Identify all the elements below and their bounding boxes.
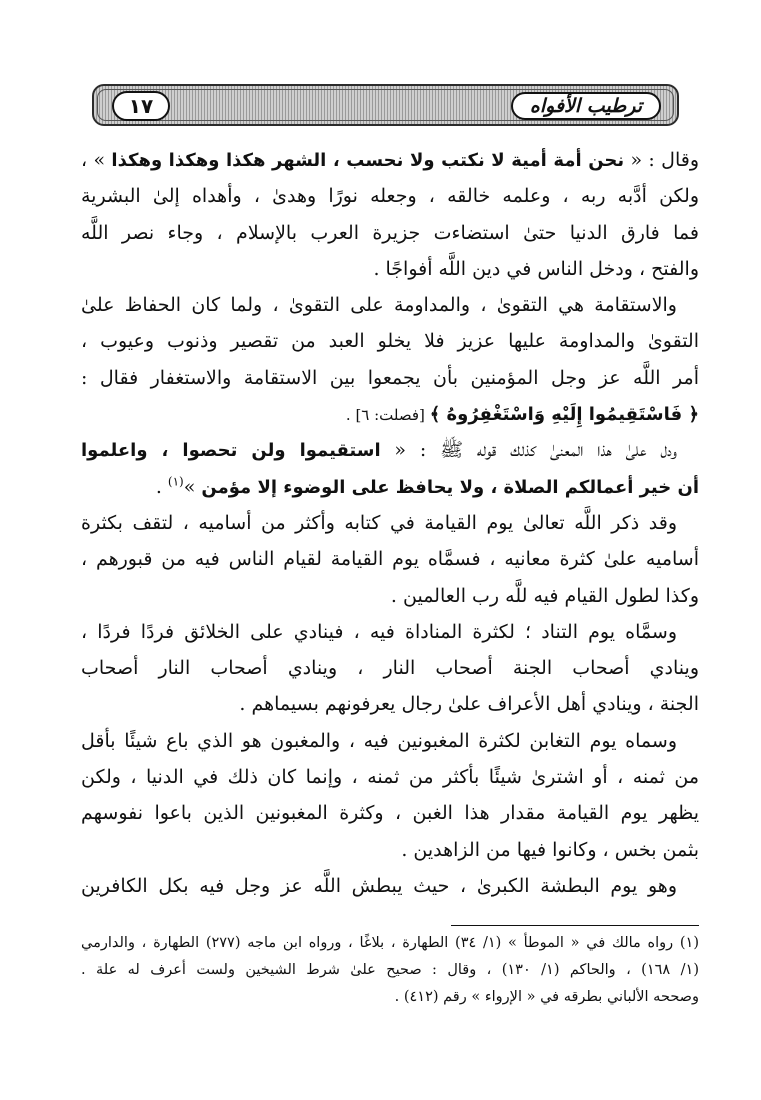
footnote-divider <box>451 925 699 926</box>
text-line: وقال : « نحن أمة أمية لا نكتب ولا نحسب ، الشهر هكذا وهكذا وهكذا » ، <box>81 149 699 171</box>
text-line: فما فارق الدنيا حتىٰ استضاءت جزيرة العرب بالإسلام ، وجاء نصر اللَّه <box>81 221 699 244</box>
main-text <box>81 142 699 904</box>
footnote-line: (١) رواه مالك في « الموطأ » (١/ ٣٤) الطهارة ، بلاغًا ، ورواه ابن ماجه (٢٧٧) الطهارة ، والدارمي <box>81 935 699 951</box>
text-line: يظهر يوم القيامة مقدار هذا الغبن ، وكثرة المغبونين الذين باعوا نفوسهم <box>81 802 699 825</box>
text-line: التقوىٰ والمداومة عليها عزيز فلا يخلو العبد من تقصير وذنوب وعيوب ، <box>81 330 699 353</box>
text-line: وهو يوم البطشة الكبرىٰ ، حيث يبطش اللَّه عز وجل فيه بكل الكافرين <box>81 874 677 897</box>
hadith-quote: نحن أمة أمية لا نكتب ولا نحسب ، الشهر هكذا وهكذا وهكذا <box>111 150 625 171</box>
text-line: أمر اللَّه عز وجل المؤمنين بأن يجمعوا بين الاستقامة والاستغفار فقال : <box>81 366 699 389</box>
text-line <box>81 396 699 432</box>
text-line: أساميه علىٰ كثرة معانيه ، فسمَّاه يوم القيامة لقيام الناس فيه من قبورهم ، <box>81 548 699 571</box>
footnote-line: وصححه الألباني بطرقه في « الإرواء » رقم (٤١٢) . <box>394 989 699 1005</box>
hadith-quote: أن خير أعمالكم الصلاة ، ولا يحافظ على الوضوء إلا مؤمن <box>201 476 699 498</box>
text-line: وسمَّاه يوم التناد ؛ لكثرة المناداة فيه ، فينادي على الخلائق فردًا فردًا ، <box>81 620 677 643</box>
quran-verse: ﴿ فَاسْتَقِيمُوا إِلَيْهِ وَاسْتَغْفِرُوهُ ﴾ <box>429 404 699 426</box>
verse-reference: [فصلت: ٦] . <box>345 406 430 425</box>
page-number: ١٧ <box>112 91 170 121</box>
footnote-marker: (١) <box>167 474 184 489</box>
text-line: وقد ذكر اللَّه تعالىٰ يوم القيامة في كتابه وأكثر من أساميه ، لتقف بكثرة <box>81 511 677 534</box>
text-line: الجنة ، وينادي أهل الأعراف علىٰ رجال يعرفونهم بسيماهم . <box>239 693 699 716</box>
text-line: والفتح ، ودخل الناس في دين اللَّه أفواجًا . <box>373 257 699 280</box>
book-title: ترطيب الأفواه <box>511 92 661 120</box>
text-line: ولكن أدَّبه ربه ، وعلمه خالقه ، وجعله نورًا وهدىٰ ، وأهداه إلىٰ البشرية <box>81 185 699 208</box>
text-line: ودل علىٰ هذا المعنىٰ كذلك قوله ﷺ : « استقيموا ولن تحصوا ، واعلموا <box>81 439 677 462</box>
hadith-quote: استقيموا ولن تحصوا ، واعلموا <box>81 440 381 462</box>
text-line: وسماه يوم التغابن لكثرة المغبونين فيه ، والمغبون هو الذي باع شيئًا بأقل <box>81 729 677 752</box>
text-line: بثمن بخس ، وكانوا فيها من الزاهدين . <box>401 838 699 861</box>
footnote-line: (١/ ١٦٨) ، والحاكم (١/ ١٣٠) ، وقال : صحيح علىٰ شرط الشيخين ولست أعرف له علة . <box>81 962 699 978</box>
footnotes <box>81 930 699 1011</box>
text-line: والاستقامة هي التقوىٰ ، والمداومة على التقوىٰ ، ولما كان الحفاظ علىٰ <box>81 294 677 317</box>
text-line: أن خير أعمالكم الصلاة ، ولا يحافظ على الوضوء إلا مؤمن »$^{(١)}$ . <box>155 474 699 498</box>
text-line: وكذا لطول القيام فيه للَّه رب العالمين . <box>390 584 699 607</box>
text-line: من ثمنه ، أو اشترىٰ شيئًا بأكثر من ثمنه ، وإنما كان ذلك في الدنيا ، ولكن <box>81 766 699 789</box>
running-header <box>92 84 679 126</box>
text-line: وينادي أصحاب الجنة أصحاب النار ، وينادي أصحاب النار أصحاب <box>81 657 699 680</box>
